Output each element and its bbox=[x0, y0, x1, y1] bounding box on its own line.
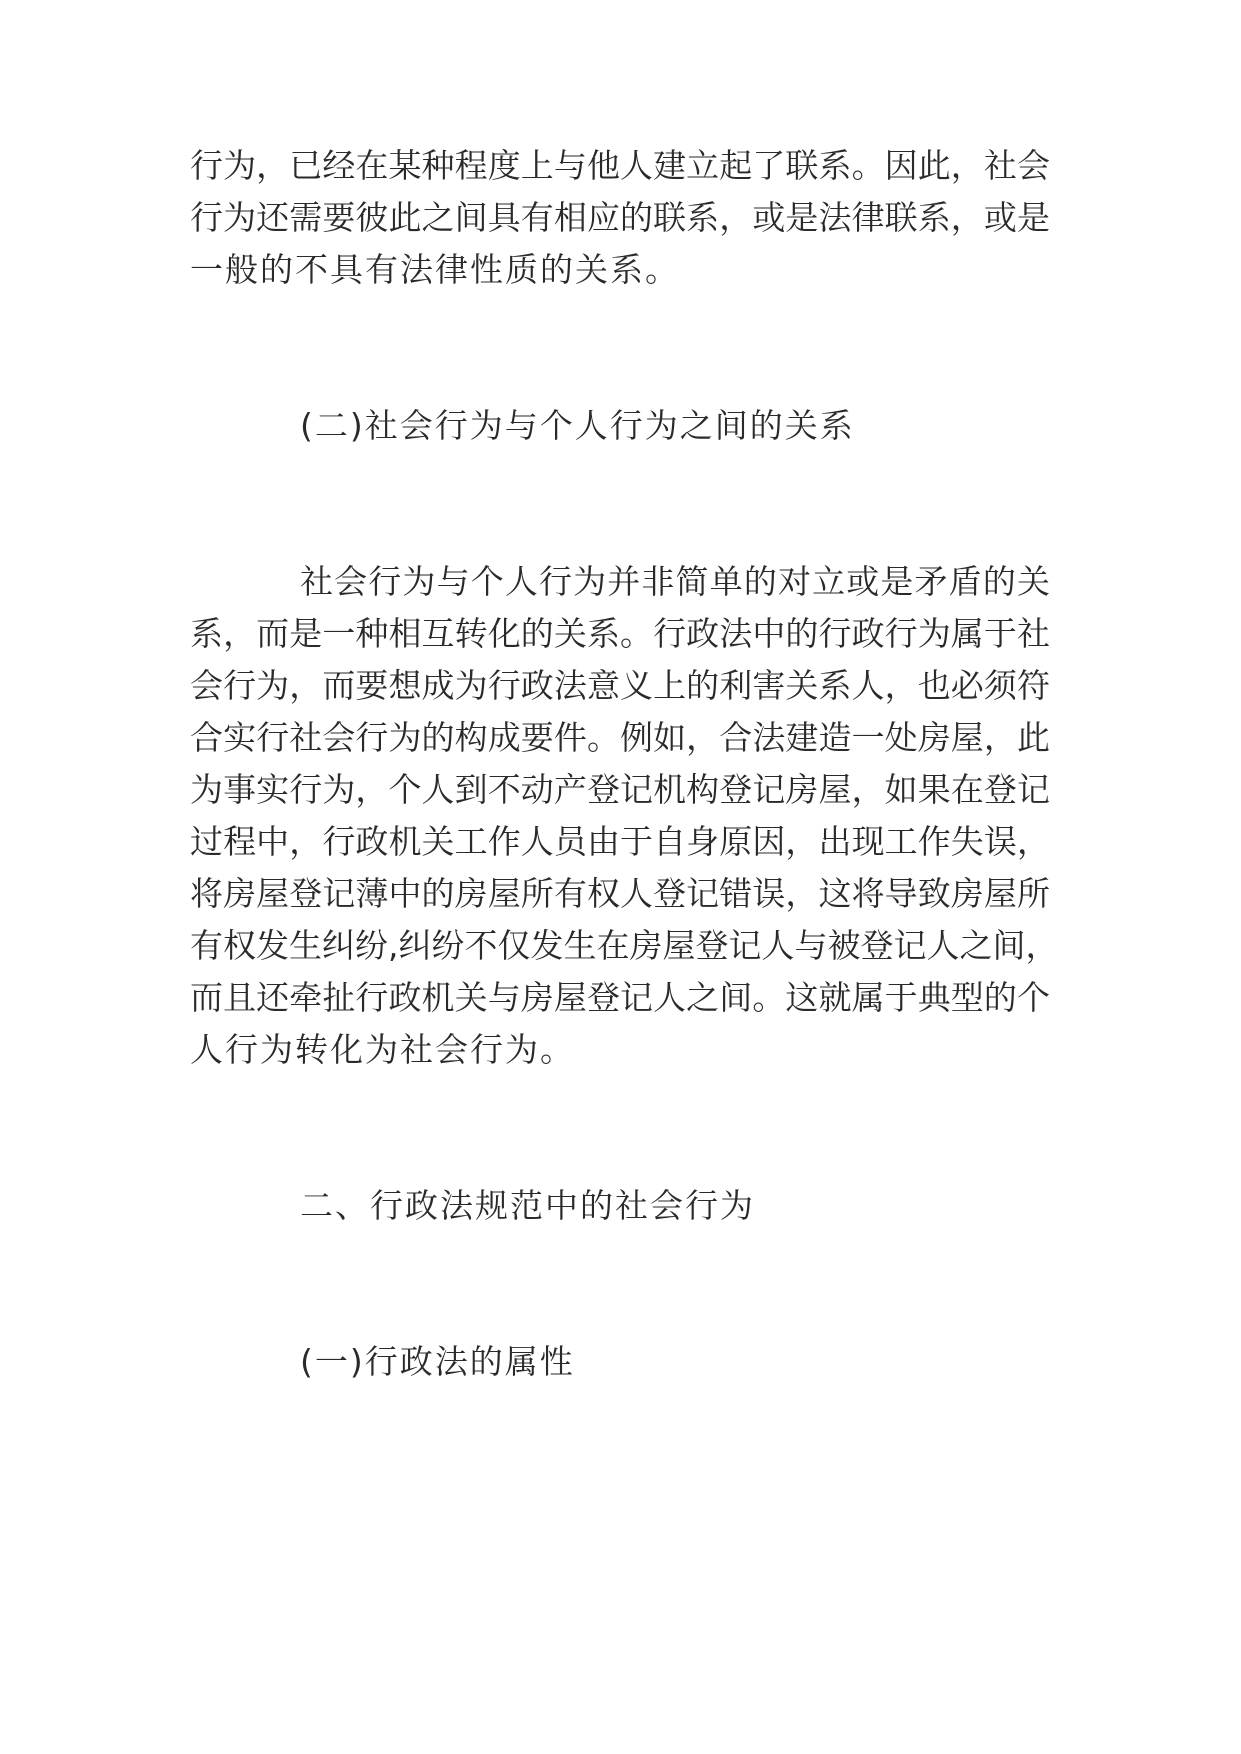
paragraph-line: 而 且 还 牵 扯 行 政 机 关 与 房 屋 登 记 人 之 间 。 这 就 属 于 典 型 的 个 bbox=[190, 978, 1050, 1017]
paragraph-line: 一般的不具有法律性质的关系。 bbox=[190, 250, 680, 289]
subsection-heading: (一)行政法的属性 bbox=[300, 1342, 575, 1381]
paragraph-line: 合 实 行 社 会 行 为 的 构 成 要 件 。 例 如 ， 合 法 建 造 一 处 房 屋 ， 此 bbox=[190, 718, 1050, 757]
paragraph-line: 行 为 ， 已 经 在 某 种 程 度 上 与 他 人 建 立 起 了 联 系 。 因 此 ， 社 会 bbox=[190, 146, 1050, 185]
paragraph-line: 会 行 为 ， 而 要 想 成 为 行 政 法 意 义 上 的 利 害 关 系 人 ， 也 必 须 符 bbox=[190, 666, 1050, 705]
paragraph-line: 将 房 屋 登 记 薄 中 的 房 屋 所 有 权 人 登 记 错 误 ， 这 将 导 致 房 屋 所 bbox=[190, 874, 1050, 913]
paragraph-line: 系 ， 而 是 一 种 相 互 转 化 的 关 系 。 行 政 法 中 的 行 政 行 为 属 于 社 bbox=[190, 614, 1050, 653]
section-heading: 二、行政法规范中的社会行为 bbox=[300, 1186, 755, 1225]
paragraph-line: 有 权 发 生 纠 纷 , 纠 纷 不 仅 发 生 在 房 屋 登 记 人 与 被 登 记 人 之 间 ， bbox=[190, 926, 1059, 965]
paragraph-line: 行 为 还 需 要 彼 此 之 间 具 有 相 应 的 联 系 ， 或 是 法 律 联 系 ， 或 是 bbox=[190, 198, 1050, 237]
paragraph-line: 人行为转化为社会行为。 bbox=[190, 1030, 575, 1069]
paragraph-line: 为 事 实 行 为 ， 个 人 到 不 动 产 登 记 机 构 登 记 房 屋 ， 如 果 在 登 记 bbox=[190, 770, 1050, 809]
paragraph-line: 过 程 中 ， 行 政 机 关 工 作 人 员 由 于 自 身 原 因 ， 出 现 工 作 失 误 ， bbox=[190, 822, 1050, 861]
section-heading: (二)社会行为与个人行为之间的关系 bbox=[300, 406, 855, 445]
paragraph-line: 社 会 行 为 与 个 人 行 为 并 非 简 单 的 对 立 或 是 矛 盾 的 关 bbox=[300, 562, 1050, 601]
